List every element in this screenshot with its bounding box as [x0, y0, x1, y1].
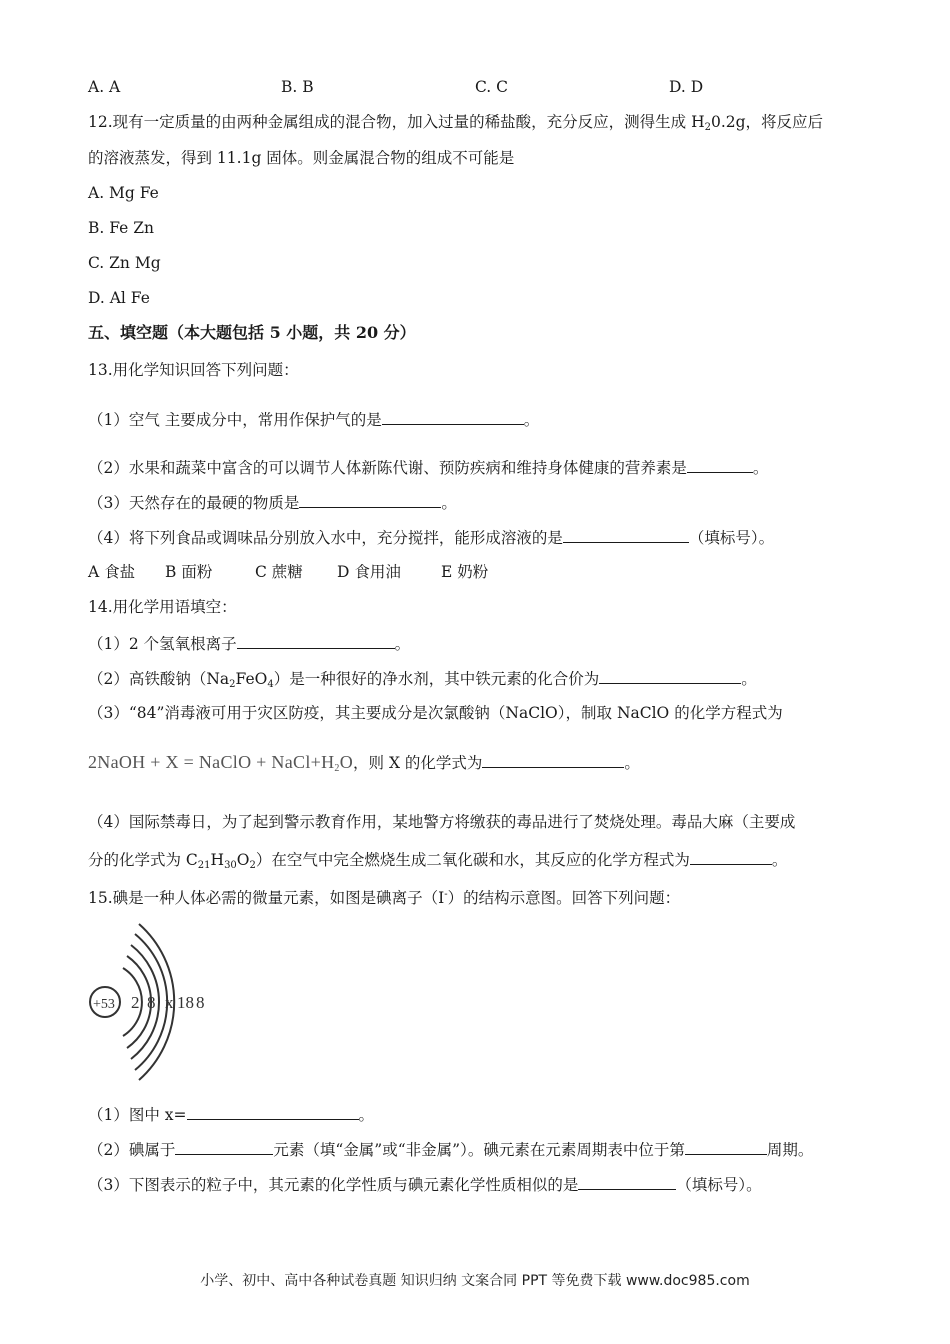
iodide-ion-structure-diagram — [85, 918, 215, 1083]
shell-count-2: 8 — [147, 993, 156, 1012]
q13-part4: （4）将下列食品或调味品分别放入水中，充分搅拌，能形成溶液的是 （填标号）。 — [88, 529, 775, 547]
shell-count-5: 8 — [196, 993, 205, 1012]
answer-blank[interactable] — [687, 457, 753, 473]
q14-part2: （2）高铁酸钠$(Na_2FeO_4)$是一种很好的净水剂，其中铁元素的化合价为 。 — [88, 670, 757, 690]
shell-count-1: 2 — [131, 993, 140, 1012]
answer-blank[interactable] — [175, 1139, 273, 1155]
answer-blank[interactable] — [482, 752, 624, 768]
answer-blank[interactable] — [299, 492, 441, 508]
q14-part3: （3）“84”消毒液可用于灾区防疫，其主要成分是次氯酸钠（NaClO），制取 NaClO 的化学方程式为 — [88, 704, 783, 722]
nucleus-charge: +53 — [93, 997, 115, 1012]
q13-choice-a: A 食盐 — [88, 563, 136, 581]
page-footer: 小学、初中、高中各种试卷真题 知识归纳 文案合同 PPT 等免费下载 www.doc985.com — [200, 1273, 750, 1289]
answer-blank[interactable] — [187, 1104, 359, 1120]
q14-part4-line2: 分的化学式为 $C_{21}H_{30}O_2$）在空气中完全燃烧生成二氧化碳和水，其反应的化学方程式为 。 — [88, 851, 788, 871]
q11-option-c: C. C — [475, 78, 509, 96]
answer-blank[interactable] — [685, 1139, 767, 1155]
q11-option-d: D. D — [669, 78, 704, 96]
q13-choice-b: B 面粉 — [165, 563, 213, 581]
q15-part2: （2）碘属于 元素（填“金属”或“非金属”）。碘元素在元素周期表中位于第 周期。 — [88, 1141, 814, 1159]
q15-part1: （1）图中 x= 。 — [88, 1106, 375, 1124]
q12-stem-line2: 的溶液蒸发，得到 11.1g 固体。则金属混合物的组成不可能是 — [88, 149, 515, 167]
answer-blank[interactable] — [563, 527, 689, 543]
q13-choice-e: E 奶粉 — [441, 563, 489, 581]
shell-count-3: x — [165, 993, 174, 1012]
q11-option-b: B. B — [281, 78, 314, 96]
q13-part3: （3）天然存在的最硬的物质是 。 — [88, 494, 457, 512]
q14-stem: 14.用化学用语填空： — [88, 598, 237, 616]
q11-option-a: A. A — [88, 78, 121, 96]
answer-blank[interactable] — [578, 1174, 676, 1190]
answer-blank[interactable] — [690, 849, 772, 865]
shell-count-4: 18 — [177, 993, 194, 1012]
q15-part3: （3）下图表示的粒子中，其元素的化学性质与碘元素化学性质相似的是 （填标号）。 — [88, 1176, 762, 1194]
answer-blank[interactable] — [599, 668, 741, 684]
q13-choice-d: D 食用油 — [337, 563, 401, 581]
q13-part2: （2）水果和蔬菜中富含的可以调节人体新陈代谢、预防疾病和维持身体健康的营养素是 。 — [88, 459, 769, 477]
q12-option-b: B. Fe Zn — [88, 219, 155, 237]
answer-blank[interactable] — [237, 633, 395, 649]
q15-stem: 15.碘是一种人体必需的微量元素，如图是碘离子（I-）的结构示意图。回答下列问题： — [88, 889, 681, 908]
section-title: 五、填空题（本大题包括 5 小题，共 20 分） — [88, 323, 416, 342]
q13-choice-c: C 蔗糖 — [255, 563, 303, 581]
chemical-equation: 2NaOH + X = NaClO + $NaCl+H_2O$ — [88, 752, 354, 774]
q12-option-a: A. Mg Fe — [88, 184, 159, 202]
answer-blank[interactable] — [382, 409, 524, 425]
q13-part1: （1）空气 主要成分中，常用作保护气的是 。 — [88, 411, 540, 429]
q13-stem: 13.用化学知识回答下列问题： — [88, 361, 299, 379]
q12-stem-line1: 12.现有一定质量的由两种金属组成的混合物，加入过量的稀盐酸，充分反应，测得生成 $H_20.2g$，将反应后 — [88, 113, 824, 133]
q14-equation-line: 2NaOH + X = NaClO + $NaCl+H_2O$，则 X 的化学式为 。 — [88, 752, 640, 774]
q12-option-d: D. Al Fe — [88, 289, 150, 307]
q14-part4-line1: （4）国际禁毒日，为了起到警示教育作用，某地警方将缴获的毒品进行了焚烧处理。毒品大麻（主要成 — [88, 813, 796, 831]
q14-part1: （1）2 个氢氧根离子 。 — [88, 635, 411, 653]
q12-option-c: C. Zn Mg — [88, 254, 161, 272]
